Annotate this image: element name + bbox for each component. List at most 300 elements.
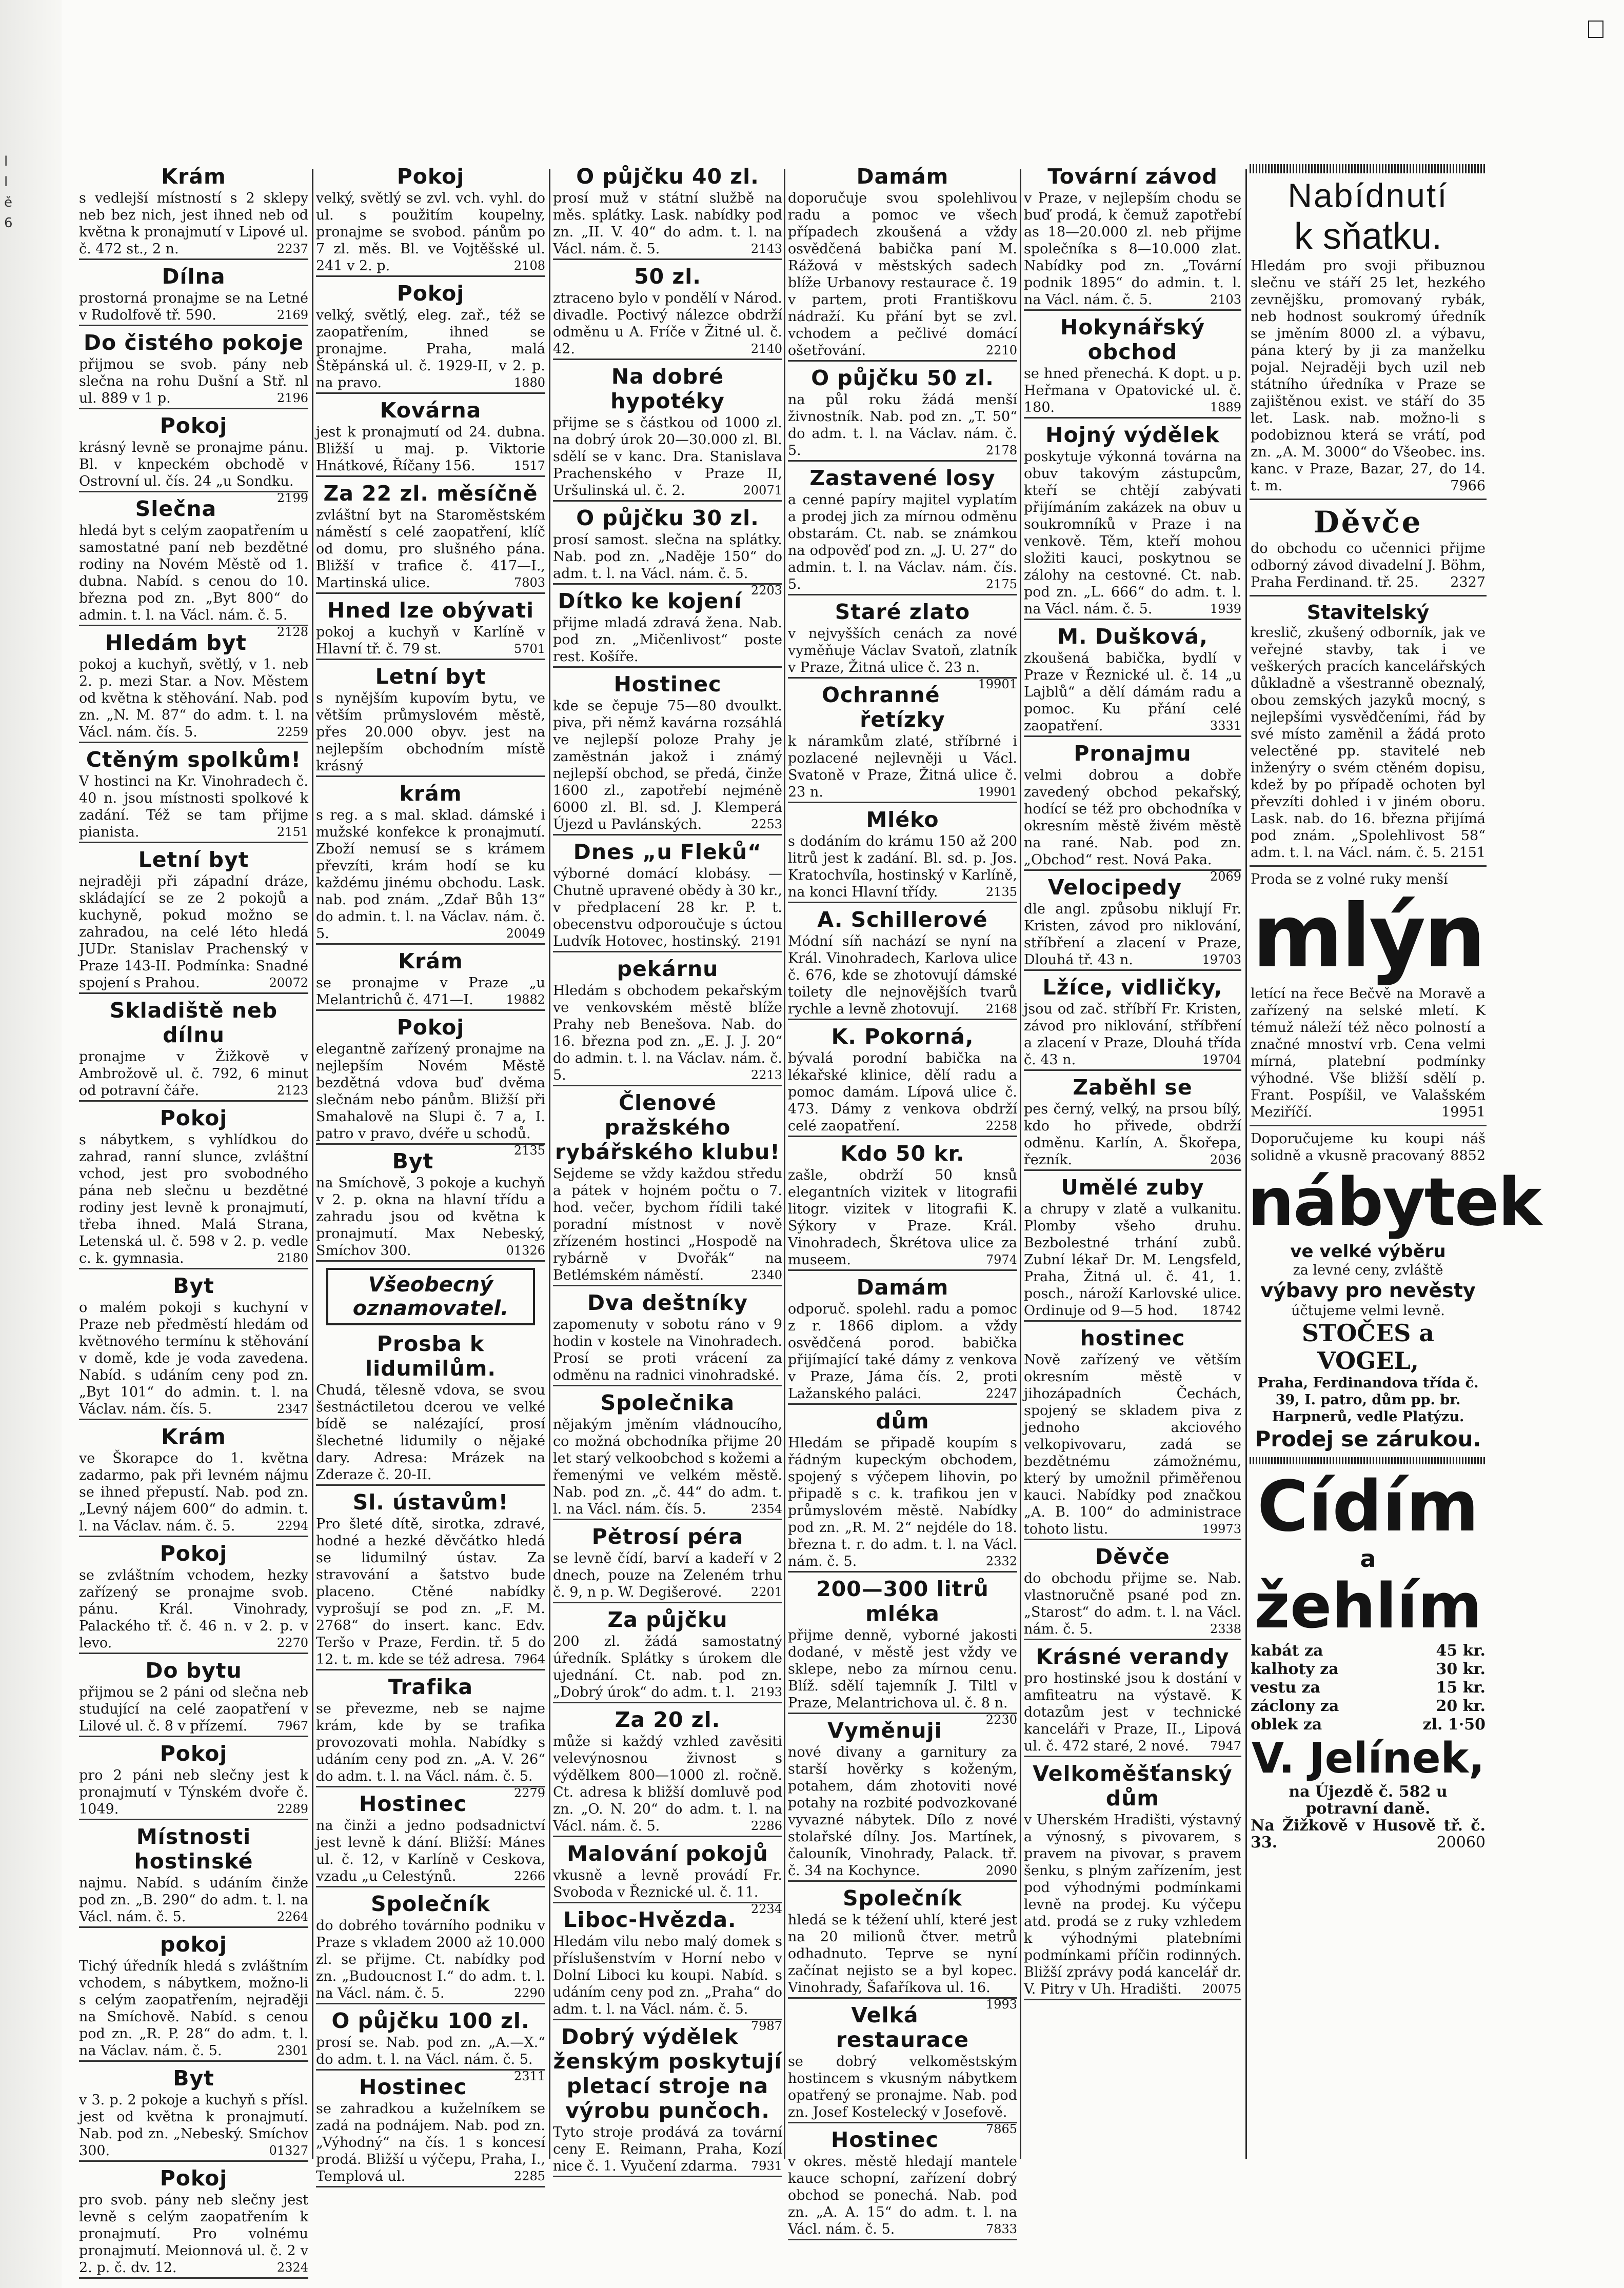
ad-text: s nynějším kupovím bytu, ve větším průmyslovém městě, přes 20.000 obyv. jest na nejlepším obchodním místě krásný: [316, 690, 545, 774]
ad-heading: Na dobré hypotéky: [610, 364, 725, 413]
ad-text: výborné domácí klobásy. — Chutně upravené obědy à 30 kr., v předplacení 28 kr. P. t. obecenstvu odporoučuje s úctou Ludvík Hotovec, hostinský.: [553, 866, 782, 949]
ad-code: 2180: [276, 1251, 308, 1265]
ad-code: 2135: [513, 1143, 545, 1158]
ad-text: zašle, obdrží 50 knsů elegantních vizitek v litografii litogr. vizitek v litografii K. Sýkory v Praze. Král. Vinohradech, Škrétova ulice za museem.: [788, 1167, 1017, 1268]
ad-text: k náramkům zlaté, stříbrné i pozlacené nejlevněji u Václ. Svatoně v Praze, Žitná ulice č. 23 n.: [788, 733, 1017, 800]
ad-code: 7987: [750, 2019, 782, 2033]
ad-code: 2347: [276, 1402, 308, 1416]
classified-ad: [316, 1015, 545, 1158]
classified-ad: [788, 1141, 1017, 1271]
classified-ad: [316, 1149, 545, 1262]
ad-text: se dobrý velkoměstským hostincem s vkusným nábytkem opatřený se pronajme. Nab. pod zn. Josef Kostelecký v Josefově.: [788, 2054, 1017, 2120]
classified-ad: [553, 1841, 782, 1916]
ad-text: prosí se. Nab. pod zn. „A.—X.“ do adm. t. l. na Václ. nám. č. 5.: [316, 2035, 545, 2067]
classified-ad: [316, 481, 545, 594]
mill-ad-title: mlýn: [1252, 886, 1484, 987]
ad-text: Hledám se připadě koupím s řádným kupeckým obchodem, spojený s výčepem lihovin, po připadě s c. k. trafikou jen v průmyslovém městě. Nabídky pod zn. „R. M. 2“ nejdéle do 18. března t. r. do adm. t. l. na Václ. nám. č. 5.: [788, 1435, 1017, 1569]
classified-ad: [788, 600, 1017, 691]
divider: [1250, 865, 1487, 867]
ad-text: pes černý, velký, na prsou bílý, kdo ho přivede, obdrží odměnu. Karlín, A. Škořepa, řezník.: [1024, 1101, 1241, 1168]
ad-code: 2301: [276, 2043, 308, 2058]
ad-text: krásný levně se pronajme pánu. Bl. v knpeckém obchodě v Ostrovní ul. čís. 24 „u Sondku.: [79, 440, 308, 489]
ad-text: bývalá porodní babička na lékařské klinice, dělí radu a pomoc damám. Lípová ulice č. 473. Dámy z venkova obdrží celé zaopatření.: [788, 1050, 1017, 1134]
ad-code: 2108: [513, 258, 545, 273]
ad-code: 2259: [276, 725, 308, 739]
cleaning-ad-conjunction: a: [1360, 1545, 1376, 1573]
ad-text: přijme denně, vyborné jakosti dodané, v městě jest vždy ve sklepe, nebo za mírnou cenu. Blíž. sdělí tajemník J. Tiltl v Praze, Melantrichova ul. č. 8 n.: [788, 1627, 1017, 1711]
ad-heading: Kdo 50 kr.: [840, 1141, 965, 1166]
ad-text: v okres. městě hledají mantele kauce schopní, zařízení dobrý obchod se ponechá. Nab. pod zn. „A. A. 15“ do adm. t. l. na Václ. nám. č. 5.: [788, 2154, 1017, 2237]
ad-heading: Ctěným spolkům!: [86, 747, 302, 772]
furniture-ad-line: ve velké výběru: [1290, 1241, 1446, 1262]
ad-code: 7931: [750, 2159, 782, 2173]
ad-text: pro 2 páni neb slečny jest k pronajmutí v Týnském dvoře č. 1049.: [79, 1767, 308, 1817]
classified-ad: [316, 664, 545, 777]
ad-heading: Pětrosí péra: [591, 1524, 744, 1549]
ad-heading: Pokoj: [160, 1741, 228, 1766]
ad-heading: Pokoj: [397, 281, 465, 306]
classified-ad: [788, 907, 1017, 1020]
ad-heading: Staré zlato: [835, 600, 971, 624]
ad-text: se zvláštním vchodem, hezky zařízený se pronajme svob. pánu. Král. Vinohrady, Palackého tř. č. 46 n. v 2. p. v levo.: [79, 1567, 308, 1651]
ad-heading: Velocipedy: [1047, 875, 1182, 900]
ad-text: prosí samost. slečna na splátky. Nab. pod zn. „Naděje 150“ do adm. t. l. na Václ. nám. č. 5.: [553, 532, 782, 582]
classified-ad: [1024, 1075, 1241, 1171]
ad-code: 3331: [1210, 719, 1241, 733]
ad-heading: Vyměnuji: [827, 1718, 942, 1743]
ad-heading: Ochranné řetízky: [822, 683, 945, 732]
ad-text: v nejvyšších cenách za nové vyměňuje Václav Svatoň, zlatník v Praze, Žitná ulice č. 23 n.: [788, 626, 1017, 675]
furniture-ad-title: nábytek: [1247, 1164, 1541, 1241]
ad-heading: Skladiště neb dílnu: [109, 998, 278, 1047]
ad-text: Chudá, tělesně vdova, se svou šestnáctiletou dcerou ve velké bídě se nalézající, prosí šlechetné lidumily o nějaké dary. Adresa: Mrázek na Zderaze č. 20-II.: [316, 1382, 545, 1483]
ad-text: s nábytkem, s vyhlídkou do zahrad, ranní slunce, zvláštní vchod, jest pro svobodného pána neb slečnu u bezdětné rodiny jest levně k pronajmutí, třeba ihned. Malá Strana, Letenská ul. č. 598 v 2. p. vedle c. k. gymnasia.: [79, 1132, 308, 1266]
ad-heading: Do čistého pokoje: [84, 330, 304, 355]
ad-code: 2234: [750, 1902, 782, 1916]
classified-ad: [79, 1424, 308, 1537]
ad-code: 2123: [276, 1083, 308, 1098]
ad-code: 1889: [1210, 400, 1241, 414]
price-row: kalhoty za 30 kr.: [1251, 1660, 1486, 1678]
ornament-band: [1250, 164, 1487, 173]
classified-ad: [788, 2127, 1017, 2240]
classified-ad: [316, 398, 545, 477]
ad-code: 2191: [750, 934, 782, 948]
ad-heading: O půjčku 40 zl.: [576, 164, 759, 189]
ad-code: 2247: [985, 1386, 1017, 1401]
classified-ad: [788, 2003, 1017, 2136]
ad-text: Sejdeme se vždy každou středu a pátek v hojném počtu o 7. hod. večer, bychom řídili také poradní místnost v nově zřízeném hostinci „Hospodě na rybárně v Dvořák“ na Betlémském náměstí.: [553, 1166, 782, 1283]
ad-heading: Dnes „u Fleků“: [573, 840, 762, 864]
ad-heading: Společnika: [600, 1390, 735, 1415]
ad-heading: Za 20 zl.: [615, 1707, 721, 1732]
ad-heading: 50 zl.: [634, 264, 701, 289]
gutter-mark: l: [4, 154, 8, 169]
ad-code: 19973: [1202, 1522, 1241, 1536]
ad-heading: Za 22 zl. měsíčně: [323, 481, 538, 506]
mill-ad-intro: Proda se z volné ruky menší: [1251, 871, 1448, 887]
column-5: [1022, 164, 1243, 2004]
ad-code: 5701: [513, 642, 545, 656]
ad-heading: 200—300 litrů mléka: [816, 1577, 989, 1626]
ad-heading: Slečna: [135, 496, 217, 521]
draftsman-ad-text: kreslič, zkušený odborník, jak ve veřejné stavby, tak i ve veškerých pracích kancelářských důkladně a všestranně obeznalý, obou zemských jazyků mocný, s nejlepšími vysvědčeními, řád by své místo zaměnil a žádá proto velectěné pp. stavitelé neb inženýry o svém ctěném dopisu, kdež by po případě ochoten byl převzíti dohled i v jiném oboru. Lask. nab. do 16. března přijímá pod znám. „Spolehlivost 58“ adm. t. l. na Václ. nám. č. 5. 2151: [1251, 625, 1486, 861]
ad-code: 2143: [750, 242, 782, 256]
ad-text: se převezme, neb se najme krám, kde by se trafika provozovati mohla. Nabídky s udáním ceny pod zn. „A. V. 26“ do adm. t. l. na Václ. nám. č. 5.: [316, 1701, 545, 1784]
ad-heading: Hostinec: [359, 1792, 467, 1816]
classified-ad: [79, 1932, 308, 2062]
ad-code: 7833: [985, 2222, 1017, 2236]
column-4: [786, 164, 1019, 2244]
ad-heading: Dítko ke kojení: [558, 589, 742, 613]
ad-text: se pronajme v Praze „u Melantrichů č. 471—I.: [316, 975, 545, 1008]
classified-ad: [788, 683, 1017, 803]
ad-heading: Pokoj: [397, 164, 465, 189]
furniture-ad-line: výbavy pro nevěsty: [1260, 1279, 1476, 1302]
ad-heading: O půjčku 30 zl.: [576, 506, 759, 530]
ad-heading: Liboc-Hvězda.: [563, 1907, 737, 1932]
ad-text: nové divany a garnitury za starší hověrky s koženým, potahem, dám zhotoviti nové potahy na rozbité podvozkované vyvazné nábytek. Dílo z nové stolařské dílny. Jos. Martínek, čalouník, Vinohrady, Palack. tř. č. 34 na Kochynce.: [788, 1744, 1017, 1879]
classified-ad: [553, 840, 782, 952]
classified-ad: [788, 1409, 1017, 1573]
price-row: oblek za zl. 1·50: [1251, 1716, 1486, 1734]
ad-text: na činži a jedno podsadnictví jest levně k dání. Bližší: Mánes ul. č. 12, v Karlíně v Ceskova, vzadu „u Celestýnů.: [316, 1818, 545, 1884]
ad-heading: Lžíce, vidličky,: [1042, 975, 1223, 1000]
ad-text: s dodáním do krámu 150 až 200 litrů jest k zadání. Bl. sd. p. Jos. Kratochvíla, hostinský v Karlíně, na konci Hlavní třídy.: [788, 833, 1017, 900]
ad-heading: M. Dušková,: [1057, 624, 1208, 649]
ad-heading: Sl. ústavům!: [352, 1490, 509, 1515]
ad-heading: Letní byt: [375, 664, 486, 689]
ad-heading: Zaběhl se: [1073, 1075, 1193, 1100]
ad-text: s vedlejší místností s 2 sklepy neb bez nich, jest ihned neb od května k pronajmutí v Lipové ul. č. 472 st., 2 n.: [79, 190, 308, 257]
ad-code: 2151: [276, 825, 308, 839]
ad-code: 2266: [513, 1869, 545, 1883]
section-banner: Všeobecný oznamovatel.: [326, 1268, 535, 1325]
ad-text: zkoušená babička, bydlí v Praze v Řeznické ul. č. 14 „u Lajblů“ a dělí dámám radu a pomoc. Ku přání celé zaopatření.: [1024, 650, 1241, 734]
column-1: [77, 164, 310, 2283]
ad-code: 2311: [513, 2069, 545, 2083]
ad-heading: Děvče: [1095, 1544, 1170, 1569]
ad-text: jsou od zač. stříbří Fr. Kristen, závod pro niklování, stříbření a zlacení v Praze, Dlouhá třída č. 43 n.: [1024, 1001, 1241, 1068]
gutter-mark: l: [4, 174, 8, 190]
column-6-display-ads: [1247, 164, 1541, 1852]
ad-code: 2230: [985, 1713, 1017, 1727]
ad-text: v 3. p. 2 pokoje a kuchyň s přísl. jest od května k pronajmutí. Nab. pod zn. „Nebeský. Smíchov 300.: [79, 2092, 308, 2159]
ad-code: 2135: [985, 885, 1017, 899]
ad-code: 2290: [513, 1986, 545, 2000]
ad-text: pro svob. pány neb slečny jest levně s celým zaopatřením k pronajmutí. Pro volnému pronajmutí. Meionnová ul. č. 2 v 2. p. č. dv. 12.: [79, 2192, 308, 2276]
ad-heading: Dílna: [162, 264, 226, 289]
ad-heading: Umělé zuby: [1061, 1175, 1204, 1200]
classified-ad: [79, 2066, 308, 2162]
classified-ad: [79, 1741, 308, 1820]
ad-text: pro hostinské jsou k dostání v amfiteatru na výstavě. K dotazům jest v technické kanceláři v Praze, II., Lipová ul. č. 472 staré, 2 nové.: [1024, 1670, 1241, 1754]
marriage-ad-text: Hledám pro svoji přibuznou slečnu ve stáří 25 let, hezkého zevnějšku, promovaný rybák, neb hodnost soukromý úředník se jměním 8000 zl. a výbavu, pána který by ji za manželku pojal. Nejraději bych uzil neb státního úředníka v Praze se zajištěnou exist. ve stáří do 35 let. Lask. nab. možno-li s podobiznou která se vrátí, pod zn. „A. M. 3000“ do Všeobec. ins. kanc. v Praze, Bazar, 27, do 14. t. m. 7966: [1251, 258, 1486, 494]
classified-ad: [1024, 315, 1241, 419]
classified-ad: [1024, 875, 1241, 971]
ad-code: 2193: [750, 1685, 782, 1699]
ad-text: se zahradkou a kuželníkem se zadá na podnájem. Nab. pod zn. „Výhodný“ na čís. 1 s koncesí prodá. Bližší u výčepu, Praha, I., Templová ul.: [316, 2101, 545, 2184]
ad-code: 2332: [985, 1554, 1017, 1568]
ad-heading: Dobrý výdělek ženským poskytují pletací stroje na výrobu punčoch.: [553, 2024, 782, 2123]
classified-ad: [79, 2166, 308, 2279]
classified-ad: [1024, 423, 1241, 620]
ad-code: 1517: [513, 459, 545, 473]
ad-text: do dobrého továrního podniku v Praze s vkladem 2000 až 10.000 zl. se přijme. Ct. nabídky pod zn. „Budoucnost I.“ do adm. t. l. na Václ. nám. č. 5.: [316, 1918, 545, 2001]
marriage-ad-title: Nabídnutí: [1288, 176, 1449, 214]
classified-ad: [553, 1607, 782, 1703]
ad-text: přijme mladá zdravá žena. Nab. pod zn. „Mičenlivost“ poste rest. Košíře.: [553, 615, 782, 665]
ad-code: 2169: [276, 308, 308, 322]
classified-ad: [79, 1658, 308, 1737]
ad-text: se levně čídí, barví a kadeří v 2 dnech, pouze na Zeleném trhu č. 9, n p. W. Degišerové.: [553, 1550, 782, 1600]
classified-ad: [788, 807, 1017, 903]
ad-heading: Krám: [398, 949, 463, 973]
classified-ad: [1024, 975, 1241, 1071]
classified-ad: [79, 1824, 308, 1928]
ad-code: 2279: [513, 1786, 545, 1800]
ad-heading: Hostinec: [831, 2127, 939, 2152]
ad-code: 19703: [1202, 952, 1241, 967]
classified-ad: [79, 1274, 308, 1420]
ad-heading: A. Schillerové: [817, 907, 988, 932]
classified-ad: [316, 281, 545, 394]
ad-text: přijmou se 2 páni od slečna neb studující na celé zaopatření v Lilové ul. č. 8 v přízemí.: [79, 1684, 308, 1734]
classified-ad: [79, 998, 308, 1102]
ad-code: 2128: [276, 625, 308, 639]
ad-code: 20075: [1202, 1982, 1241, 1996]
ad-code: 1939: [1210, 602, 1241, 616]
classified-ad: [788, 1275, 1017, 1405]
ad-code: 2210: [985, 343, 1017, 357]
ad-code: 19901: [978, 785, 1017, 799]
classified-ad: [316, 781, 545, 945]
cleaner-address: na Újezdě č. 582 u potravní daně.: [1289, 1783, 1448, 1818]
price-row: záclony za 20 kr.: [1251, 1697, 1486, 1715]
ad-code: 7803: [513, 575, 545, 590]
ad-code: 2324: [276, 2260, 308, 2275]
ad-text: do obchodu přijme se. Nab. vlastnoručně psané pod zn. „Starost“ do adm. t. l. na Václ. nám. č. 5.: [1024, 1570, 1241, 1637]
column-rule: [312, 169, 313, 2159]
ad-code: 01327: [269, 2143, 308, 2158]
ad-text: Tyto stroje prodává za tovární ceny E. Reimann, Praha, Kozí nice č. 1. Vyučení zdarma.: [553, 2124, 782, 2174]
classified-ad: [79, 413, 308, 505]
ad-heading: Tovární závod: [1047, 164, 1218, 189]
ad-text: velmi dobrou a dobře zavedený obchod pekařský, hodící se též pro obchodníka v okresním městě živém městě na rané. Nab. pod zn. „Obchod“ rest. Nová Paka.: [1024, 767, 1241, 868]
divider: [1250, 1125, 1487, 1126]
ad-text: a cenné papíry majitel vyplatím a prodej jich za mírnou odměnu obstarám. Ct. nab. se známkou na odpověď pod zn. „J. U. 27“ do admin. t. l. na Václav. nám. čís. 5.: [788, 492, 1017, 592]
ad-text: hledá byt s celým zaopatřením u samostatné paní neb bezdětné rodiny na Novém Městě od 1. dubna. Nabíd. s cenou do 10. března pod zn. „Byt 800“ do admin. t. l. na Václ. nám. č. 5.: [79, 523, 308, 623]
ad-code: 2253: [750, 817, 782, 831]
ornament-band: [1250, 1457, 1487, 1464]
ad-text: kde se čepuje 75—80 dvoulkt. piva, při němž kavárna rozsáhlá ve nejlepší poloze Prahy je zaměstnán jakož i známý nejlepší obchod, se předá, činže 1600 zl., zapotřebí nejméně 6000 zl. Bl. sd. J. Klemperá Újezd u Pavlánských.: [553, 698, 782, 832]
ad-heading: Společník: [371, 1892, 490, 1916]
ad-text: odporuč. spolehl. radu a pomoc z r. 1866 diplom. a vždy osvědčená porod. babička přijímající také dámy z venkova v Praze, Jáma čís. 2, proti Lažanského paláci.: [788, 1301, 1017, 1402]
ad-code: 2196: [276, 391, 308, 405]
ad-text: Tichý úředník hledá s zvláštním vchodem, s nábytkem, možno-li s celým zaopatřením, nejraději na Smíchově. Nabíd. s cenou pod zn. „R. P. 28“ do adm. t. l. na Václav. nám. č. 5.: [79, 1958, 308, 2059]
ad-heading: Hostinec: [359, 2075, 467, 2099]
ad-heading: Hned lze obývati: [327, 598, 534, 623]
page-corner-mark: [1588, 21, 1603, 38]
classified-ad: [1024, 1644, 1241, 1757]
classified-ad: [553, 1290, 782, 1386]
ad-text: přijmou se svob. pány neb slečna na rohu Dušní a Stř. nl ul. 889 v 1 p.: [79, 356, 308, 406]
ad-code: 2354: [750, 1502, 782, 1516]
classified-ad: [79, 747, 308, 843]
classified-ad: [553, 1907, 782, 2033]
furniture-ad-intro: Doporučujeme ku koupi náš solidně a vkusně pracovaný 8852: [1251, 1131, 1486, 1164]
ad-text: na půl roku žádá menší živnostník. Nab. pod zn. „T. 50“ do adm. t. l. na Václav. nám. č. 5.: [788, 392, 1017, 459]
ad-text: ztraceno bylo v pondělí v Národ. divadle. Poctivý nálezce obdrží odměnu u A. Fríče v Žitné ul. č. 42.: [553, 290, 782, 357]
ad-text: poskytuje výkonná továrna na obuv takovým zástupcům, kteří se chtějí zabývati přijímáním zakázek na obuv u soukromníků v Praze i na venkově. Těm, kteří mohou složiti kauci, poskytnou se zálohy na cestovné. Ct. nab. pod zn. „L. 666“ do adm. t. l. na Václ. nám. č. 5.: [1024, 449, 1241, 617]
ad-code: 2175: [985, 577, 1017, 591]
ad-text: pronajme v Žižkově v Ambrožově ul. č. 792, 6 minut od potravní čáře.: [79, 1049, 308, 1099]
ad-text: dle angl. způsobu niklují Fr. Kristen, závod pro niklování, stříbření a zlacení v Praze, Dlouhá tř. 43 n.: [1024, 901, 1241, 968]
ad-text: Hledám vilu nebo malý domek s příslušenstvím v Horní nebo v Dolní Liboci ku koupi. Nabíd. s udáním ceny pod zn. „Praha“ do adm. t. l. na Václ. nám. č. 5.: [553, 1934, 782, 2017]
classified-ad: [316, 2075, 545, 2187]
ad-heading: Členové pražského rybářského klubu!: [555, 1090, 780, 1164]
ad-text: jest k pronajmutí od 24. dubna. Bližší u maj. p. Viktorie Hnátkové, Říčany 156.: [316, 424, 545, 474]
classified-ad: [1024, 1544, 1241, 1640]
ad-code: 2264: [276, 1909, 308, 1924]
furniture-ad-line: účtujeme velmi levně.: [1291, 1303, 1445, 1319]
ad-code: 2103: [1210, 292, 1241, 307]
ad-text: vkusně a levně provádí Fr. Svoboda v Řeznické ul. č. 11.: [553, 1867, 782, 1900]
classified-ad: [79, 847, 308, 994]
ad-heading: Byt: [173, 1274, 214, 1298]
column-3: [551, 164, 784, 2181]
ad-heading: Krásné verandy: [1036, 1644, 1230, 1669]
ad-text: Pro šleté dítě, sirotka, zdravé, hodné a hezké děvčátko hledá se lidumilný ústav. Za stravování a šatstvo bude placeno. Ctěné nabídky vyprošují se pod zn. „F. M. 2768“ do insert. kanc. Edv. Teršo v Praze, Ferdin. tř. 5 do 12. t. m. kde se též adresa.: [316, 1516, 545, 1667]
mill-ad-text: letící na řece Bečvě na Moravě a zařízený na selské mletí. K témuž náleží též něco polností a značné mnoství vrb. Cena velmi mírná, platební podmínky výhodné. Vše bližší sdělí p. Frant. Pospíšil, ve Valašském Meziříčí. 19951: [1251, 986, 1486, 1120]
ad-text: V hostinci na Kr. Vinohradech č. 40 n. jsou místnosti spolkové k zadání. Též se tam přijme pianista.: [79, 773, 308, 840]
cleaner-name: V. Jelínek,: [1251, 1734, 1485, 1783]
classified-ad: [1024, 1326, 1241, 1540]
ad-heading: K. Pokorná,: [831, 1024, 974, 1049]
ad-heading: O půjčku 100 zl.: [331, 2008, 530, 2033]
ad-code: 20049: [506, 926, 545, 941]
column-rule: [549, 169, 550, 2159]
ad-code: 7964: [513, 1652, 545, 1666]
ad-text: zapomenuty v sobotu ráno v 9 hodin v kostele na Vinohradech. Prosí se proti vrácení za odměnu na radnici vinohradské.: [553, 1317, 782, 1383]
ad-text: najmu. Nabíd. s udáním činže pod zn. „B. 290“ do adm. t. l. na Václ. nám. č. 5.: [79, 1875, 308, 1925]
ad-text: s reg. a s mal. sklad. dámské i mužské konfekce k pronajmutí. Zboží nemusí se s krámem převzíti, krám hodí se ku každému jinému obchodu. Lask. nab. pod znám. „Zdař Bůh 13“ do admin. t. l. na Václav. nám. č. 5.: [316, 807, 545, 942]
ad-text: prosí muž v státní službě na měs. splátky. Lask. nabídky pod zn. „II. V. 40“ do adm. t. l. na Václ. nám. č. 5.: [553, 190, 782, 257]
classified-ad: [79, 164, 308, 260]
classified-ad: [553, 589, 782, 668]
ad-heading: krám: [399, 781, 462, 806]
ad-code: 2140: [750, 342, 782, 356]
ad-heading: Malování pokojů: [567, 1841, 768, 1866]
ad-text: velký, světlý se zvl. vch. vyhl. do ul. s použitím koupelny, pronajme se svobod. pánům po 7 zl. měs. Bl. ve Vojtěšské ul. 241 v 2. p.: [316, 190, 545, 274]
classified-ad: [1024, 164, 1241, 311]
ad-heading: Pokoj: [397, 1015, 465, 1040]
classified-ad: [316, 2008, 545, 2083]
ad-heading: Zastavené losy: [809, 466, 996, 490]
classified-ad: [788, 366, 1017, 462]
ad-code: 20072: [269, 976, 308, 990]
classified-ad: [316, 164, 545, 277]
ad-heading: Krám: [161, 1424, 226, 1449]
ad-heading: Pokoj: [160, 2166, 228, 2191]
classified-ad: [79, 496, 308, 639]
price-row: kabát za 45 kr.: [1251, 1642, 1486, 1660]
ad-code: 2294: [276, 1519, 308, 1533]
classified-ad: [79, 330, 308, 409]
ad-text: o malém pokoji s kuchyní v Praze neb předměstí hledám od květnového termínu k stěhování v domě, kde je voda zavedena. Nabíd. s udáním ceny pod zn. „Byt 101“ do admin. t. l. na Václav. nám. čís. 5.: [79, 1300, 308, 1417]
ad-code: 1993: [985, 1997, 1017, 2012]
ad-code: 7865: [985, 2122, 1017, 2136]
ad-heading: Hostinec: [613, 672, 722, 697]
ad-heading: Společník: [843, 1886, 962, 1911]
ad-code: 18742: [1202, 1303, 1241, 1318]
classified-ad: [1024, 624, 1241, 737]
page-gutter: [0, 0, 62, 2288]
ad-code: 2036: [1210, 1152, 1241, 1167]
ad-code: 2285: [513, 2169, 545, 2183]
ad-heading: Mléko: [866, 807, 939, 832]
classified-ad: [79, 630, 308, 743]
classified-ad: [1024, 741, 1241, 884]
ad-code: 2203: [750, 583, 782, 598]
ad-heading: Dva deštníky: [587, 1290, 748, 1315]
ad-code: 2270: [276, 1636, 308, 1650]
cleaning-ad-title-2: žehlím: [1254, 1571, 1482, 1642]
ad-code: 1880: [513, 375, 545, 390]
ad-code: 2340: [750, 1268, 782, 1282]
furniture-ad-firm: STOČES a VOGEL,: [1301, 1319, 1435, 1375]
draftsman-ad-title: Stavitelský: [1306, 601, 1430, 624]
ad-code: 01326: [506, 1243, 545, 1258]
ad-text: hledá se k téžení uhlí, které jest na 20 milionů čtver. metrů odhadnuto. Teprve se nyní začínat nejisto se a byl kopec. Vinohrady, Šafaříkova ul. 16.: [788, 1912, 1017, 1996]
classified-ad: [316, 1331, 545, 1486]
classified-ad: [79, 1106, 308, 1269]
divider: [1250, 595, 1487, 596]
classified-ad: [788, 1577, 1017, 1727]
ad-text: na Smíchově, 3 pokoje a kuchyň v 2. p. okna na hlavní třídu a zahradu jsou od května k pronajmutí. Max Nebeský, Smíchov 300.: [316, 1175, 545, 1259]
price-row: vestu za 15 kr.: [1251, 1679, 1486, 1697]
classified-ad: [316, 1892, 545, 2004]
ad-code: 19704: [1202, 1052, 1241, 1067]
ad-text: Hledám s obchodem pekařským ve venkovském městě blíže Prahy neb Benešova. Nab. do 16. března pod zn. „E. J. J. 20“ do admin. t. l. na Václav. nám. č. 5.: [553, 983, 782, 1083]
classified-ad: [553, 2024, 782, 2177]
classified-ad: [316, 1792, 545, 1887]
ad-heading: pokoj: [160, 1932, 227, 1957]
apprentice-ad-text: do obchodu co učennici přijme odborný závod divadelní J. Böhm, Praha Ferdinand. tř. 25. 2327: [1251, 541, 1486, 590]
ad-code: 2199: [276, 491, 308, 505]
ad-heading: O půjčku 50 zl.: [811, 366, 994, 390]
ad-text: pokoj a kuchyň, světlý, v 1. neb 2. p. mezi Star. a Nov. Městem od května k stěhování. Nab. pod zn. „N. M. 87“ do adm. t. l. na Václ. nám. čís. 5.: [79, 656, 308, 740]
ad-code: 19882: [506, 992, 545, 1007]
ad-heading: Letní byt: [138, 847, 249, 872]
ad-code: 2178: [985, 443, 1017, 457]
classified-ad: [788, 1024, 1017, 1137]
ad-text: v Praze, v nejlepším chodu se buď prodá, k čemuž zapotřebí as 18—20.000 zl. neb přijme společníka s 8—10.000 zlat. Nabídky pod zn. „Tovární podnik 1895“ do admin. t. l. na Václ. nám. č. 5.: [1024, 190, 1241, 308]
classified-ad: [788, 466, 1017, 595]
ad-heading: pekárnu: [617, 957, 719, 981]
ad-code: 19901: [978, 677, 1017, 691]
classified-ad: [79, 264, 308, 326]
classified-ad: [553, 264, 782, 360]
ad-heading: Velká restaurace: [836, 2003, 969, 2052]
ad-code: 7974: [985, 1252, 1017, 1267]
ad-text: 200 zl. žádá samostatný úředník. Splátky s úrokem dle ujednání. Ct. nab. pod zn. „Dobrý úrok“ do adm. t. l.: [553, 1634, 782, 1700]
ad-text: nějakým jměním vládnoucího, co možná obchodníka přijme 20 let starý velkoobchod s kožemi a řemenými ve velkém městě. Nab. pod zn. „č. 44“ do adm. t. l. na Václ. nám. čís. 5.: [553, 1417, 782, 1517]
classified-ad: [788, 164, 1017, 362]
ad-text: přijme se s částkou od 1000 zl. na dobrý úrok 20—30.000 zl. Bl. sdělí se v kanc. Dra. Stanislava Prachenského v Praze II, Uršulinská ul. č. 2.: [553, 415, 782, 499]
classified-ad: [1024, 1175, 1241, 1322]
furniture-ad-line: za levné ceny, zvláště: [1293, 1262, 1443, 1278]
